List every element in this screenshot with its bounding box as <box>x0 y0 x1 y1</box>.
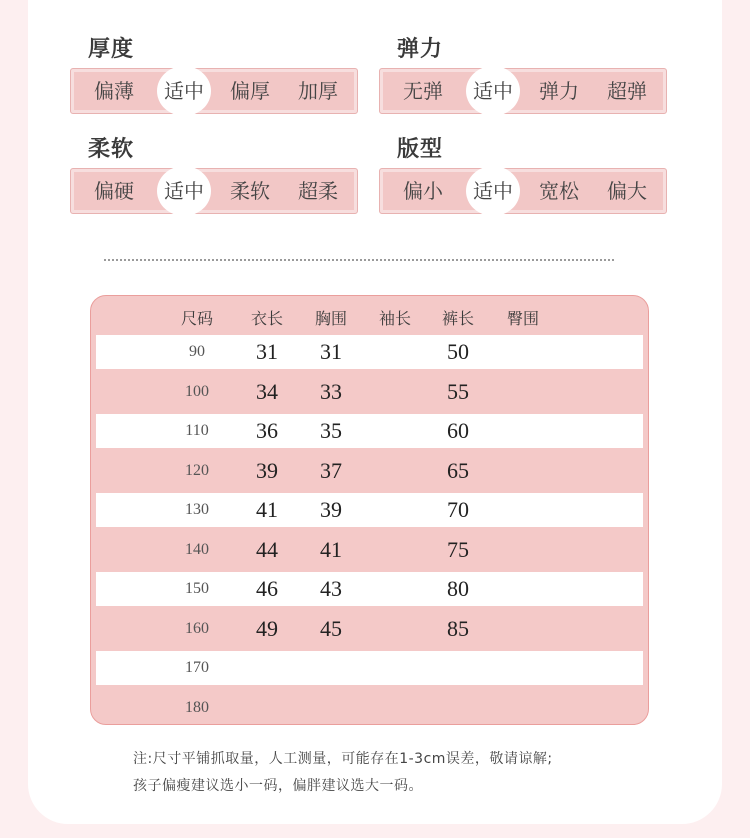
table-row <box>96 335 643 369</box>
size-cell: 110 <box>185 422 209 439</box>
measure-cell: 41 <box>320 536 342 562</box>
attribute-option: 偏薄 <box>94 79 134 103</box>
size-cell: 160 <box>185 619 209 637</box>
measure-cell: 49 <box>256 615 278 641</box>
table-row <box>96 454 643 488</box>
measure-cell: 60 <box>447 418 469 443</box>
table-row <box>96 414 643 448</box>
measure-cell: 35 <box>320 418 342 443</box>
attribute-scale <box>379 168 667 214</box>
attribute-title: 版型 <box>397 137 444 162</box>
table-header-cell: 臀围 <box>506 309 540 328</box>
attribute-option: 柔软 <box>230 179 270 203</box>
measure-cell: 39 <box>320 497 342 522</box>
attribute-option-selected: 适中 <box>473 79 513 103</box>
attribute-option: 宽松 <box>539 179 579 203</box>
table-row <box>96 612 643 646</box>
size-cell: 130 <box>185 501 209 518</box>
measure-cell: 36 <box>256 418 278 443</box>
measure-cell: 45 <box>320 615 342 641</box>
size-cell: 100 <box>185 382 209 400</box>
size-cell: 180 <box>185 698 209 716</box>
table-header-cell: 尺码 <box>180 309 214 328</box>
attribute-option: 无弹 <box>403 79 443 103</box>
measure-cell: 39 <box>256 457 278 483</box>
attribute-option-selected: 适中 <box>473 179 513 203</box>
size-cell: 140 <box>185 540 209 558</box>
table-header-cell: 衣长 <box>250 309 284 328</box>
attribute-option-selected: 适中 <box>164 179 204 203</box>
measure-cell: 55 <box>447 378 469 404</box>
table-row <box>96 651 643 685</box>
size-table <box>90 295 649 725</box>
attribute-option: 偏大 <box>607 179 647 203</box>
measure-cell: 31 <box>256 339 278 364</box>
table-row <box>96 493 643 527</box>
note-line-1: 注:尺寸平铺抓取量，人工测量，可能存在1-3cm误差，敬请谅解; <box>133 751 553 767</box>
attribute-title: 柔软 <box>88 137 135 162</box>
measure-cell: 50 <box>447 339 469 364</box>
size-cell: 150 <box>185 580 209 597</box>
dotted-divider <box>104 259 614 261</box>
measure-cell: 65 <box>447 457 469 483</box>
measure-cell: 31 <box>320 339 342 364</box>
attribute-scale <box>70 68 358 114</box>
attribute-option: 弹力 <box>539 79 579 103</box>
attribute-title: 厚度 <box>88 37 135 62</box>
table-header-cell: 袖长 <box>378 309 412 328</box>
size-cell: 170 <box>185 659 209 676</box>
measure-cell: 34 <box>256 378 278 404</box>
size-cell: 120 <box>185 461 209 479</box>
attribute-scale <box>379 68 667 114</box>
table-row <box>96 533 643 567</box>
measure-cell: 46 <box>256 576 278 601</box>
measure-cell: 41 <box>256 497 278 522</box>
measure-cell: 37 <box>320 457 342 483</box>
attribute-option: 超柔 <box>298 179 338 203</box>
attribute-option: 超弹 <box>607 79 647 103</box>
attribute-option: 偏硬 <box>94 179 134 203</box>
measure-cell: 44 <box>256 536 278 562</box>
measure-cell: 80 <box>447 576 469 601</box>
table-row <box>96 375 643 409</box>
table-row <box>96 691 643 725</box>
attribute-scale <box>70 168 358 214</box>
attribute-title: 弹力 <box>397 37 444 62</box>
size-cell: 90 <box>189 343 205 360</box>
attribute-option: 偏小 <box>403 179 443 203</box>
attribute-option: 偏厚 <box>230 79 270 103</box>
attribute-option: 加厚 <box>298 79 338 103</box>
attribute-option-selected: 适中 <box>164 79 204 103</box>
table-header-cell: 胸围 <box>314 309 348 328</box>
measure-cell: 43 <box>320 576 342 601</box>
measure-cell: 75 <box>447 536 469 562</box>
measure-cell: 70 <box>447 497 469 522</box>
note-line-2: 孩子偏瘦建议选小一码，偏胖建议选大一码。 <box>133 778 423 794</box>
table-header-cell: 裤长 <box>441 309 475 328</box>
measure-cell: 33 <box>320 378 342 404</box>
table-row <box>96 572 643 606</box>
measure-cell: 85 <box>447 615 469 641</box>
